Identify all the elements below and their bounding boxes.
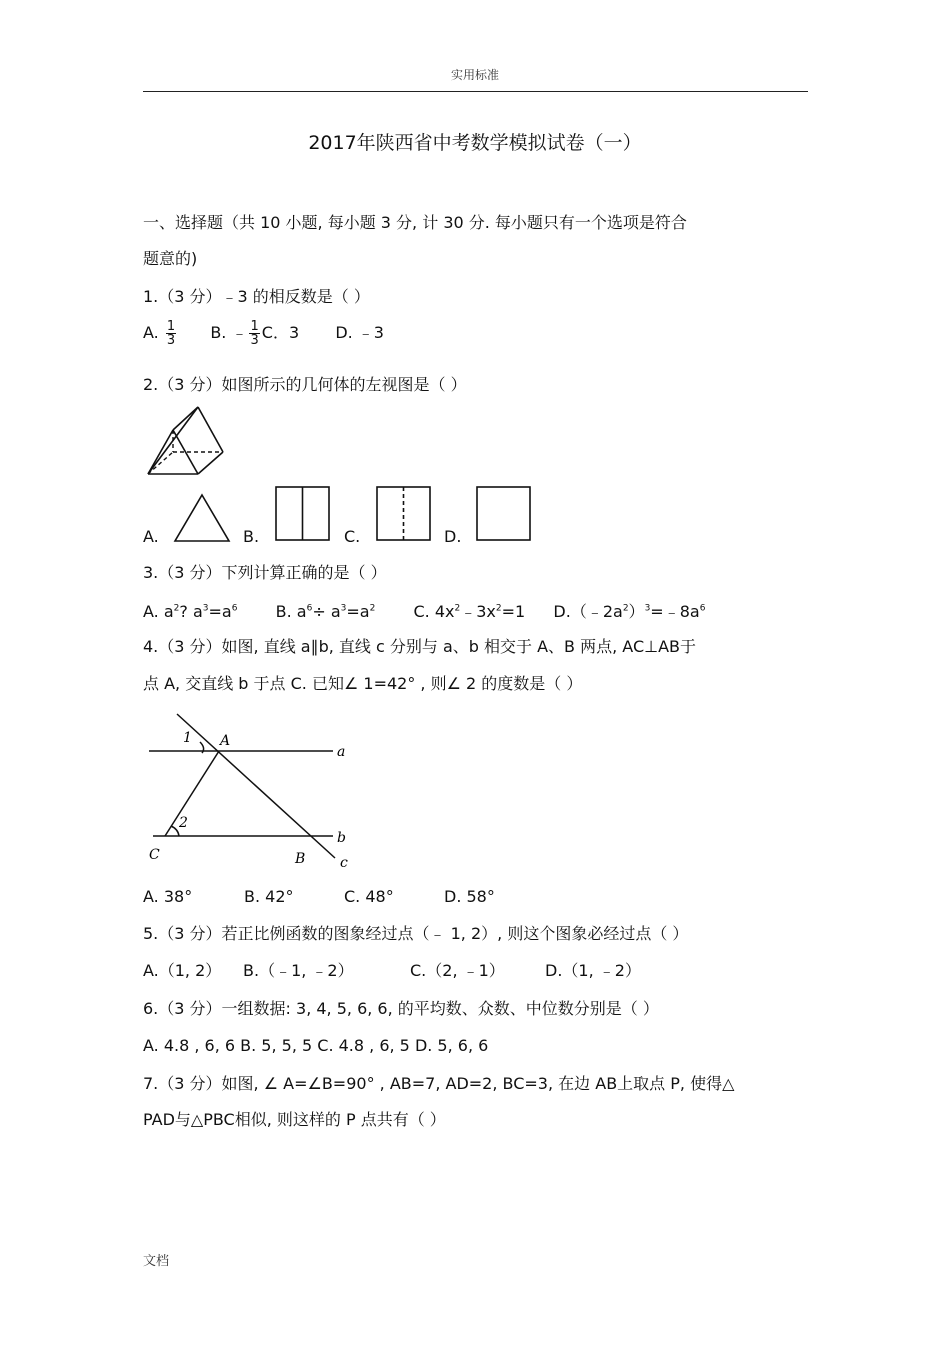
- q4-stem-line1: 4.（3 分）如图, 直线 a∥b, 直线 c 分别与 a、b 相交于 A、B 两点, AC⊥AB于: [143, 637, 696, 656]
- q1-a-denominator: 3: [166, 333, 176, 348]
- q5-option-c: C.（2, ﹣1）: [410, 961, 505, 980]
- q7-stem-line1: 7.（3 分）如图, ∠ A=∠B=90° , AB=7, AD=2, BC=3, 在边 AB上取点 P, 使得△: [143, 1074, 735, 1093]
- q1-option-b-label: B.: [210, 323, 227, 342]
- q5-option-a: A.（1, 2）: [143, 961, 222, 980]
- q4-label-point-B: B: [295, 851, 306, 867]
- q6-stem: 6.（3 分）一组数据: 3, 4, 5, 6, 6, 的平均数、众数、中位数分别是（ ）: [143, 999, 659, 1018]
- q2-option-b-rect-solid: [275, 486, 331, 542]
- q4-option-c: C. 48°: [344, 887, 394, 906]
- q1-a-numerator: 1: [166, 319, 176, 334]
- q1-option-b-fraction: [249, 320, 259, 347]
- q3-option-c: C. $4x^2﹣3x^2=1$: [413, 602, 526, 622]
- page-title: 2017年陕西省中考数学模拟试卷（一）: [308, 132, 642, 154]
- q1-options: [143, 320, 384, 347]
- q4-option-a: A. 38°: [143, 887, 193, 906]
- q4-stem-line2: 点 A, 交直线 b 于点 C. 已知∠ 1=42° , 则∠ 2 的度数是（ ）: [143, 674, 583, 693]
- q1-option-d: D. ﹣3: [335, 323, 384, 342]
- q2-stem: 2.（3 分）如图所示的几何体的左视图是（ ）: [143, 375, 467, 394]
- page-header: 实用标准: [450, 68, 499, 82]
- q4-label-line-b: b: [337, 830, 346, 846]
- q4-label-angle2: 2: [179, 815, 188, 831]
- q5-option-d: D.（1, ﹣2）: [545, 961, 641, 980]
- q2-option-d-label: D.: [444, 527, 462, 546]
- q6-options: A. 4.8 , 6, 6 B. 5, 5, 5 C. 4.8 , 6, 5 D. 5, 6, 6: [143, 1036, 489, 1055]
- q3-stem: 3.（3 分）下列计算正确的是（ ）: [143, 563, 387, 582]
- q4-label-line-c: c: [340, 855, 348, 871]
- q2-option-d-square: [476, 486, 532, 542]
- header-rule: [143, 91, 808, 92]
- q3-option-d: $D.(﹣2a^2)^3=﹣8a^6$: [553, 602, 706, 622]
- q1-option-c: C．3: [261, 323, 300, 342]
- q2-option-a-label: A.: [143, 527, 159, 546]
- q1-b-denominator: 3: [250, 333, 259, 348]
- q3-option-b: B. $a^6\div a^3=a^2$: [275, 602, 376, 622]
- q4-label-line-a: a: [337, 744, 346, 760]
- q4-option-d: D. 58°: [444, 887, 495, 906]
- q2-option-a-triangle: [172, 492, 232, 544]
- q2-option-b-label: B.: [243, 527, 260, 546]
- section-instructions-line2: 题意的): [143, 249, 198, 268]
- q3-options: [143, 598, 705, 623]
- q1-b-numerator: 1: [250, 319, 259, 334]
- q4-label-angle1: 1: [183, 730, 192, 746]
- q1-option-b-sign: ﹣: [231, 323, 248, 342]
- q4-option-b: B. 42°: [244, 887, 294, 906]
- q1-option-a-label: A.: [143, 323, 159, 342]
- q4-parallel-lines-figure: [143, 708, 358, 873]
- q7-stem-line2: PAD与△PBC相似, 则这样的 P 点共有（ ）: [143, 1110, 446, 1129]
- q5-stem: 5.（3 分）若正比例函数的图象经过点（﹣ 1, 2）, 则这个图象必经过点（ ）: [143, 924, 689, 943]
- q3-option-a: A. $a^2$? $a^3=a^6$: [143, 602, 238, 622]
- q2-option-c-rect-dashed: [376, 486, 432, 542]
- q4-label-point-A: A: [220, 733, 231, 749]
- q4-label-point-C: C: [149, 847, 160, 863]
- q1-stem: 1.（3 分）﹣3 的相反数是（ ）: [143, 287, 370, 306]
- q5-option-b: B.（﹣1, ﹣2）: [243, 961, 354, 980]
- q2-option-c-label: C.: [344, 527, 361, 546]
- page-footer: 文档: [143, 1254, 170, 1269]
- q1-option-a-fraction: [166, 320, 176, 347]
- section-instructions-line1: 一、选择题（共 10 小题, 每小题 3 分, 计 30 分. 每小题只有一个选项是符合: [143, 213, 687, 232]
- q2-prism-figure: [143, 402, 233, 480]
